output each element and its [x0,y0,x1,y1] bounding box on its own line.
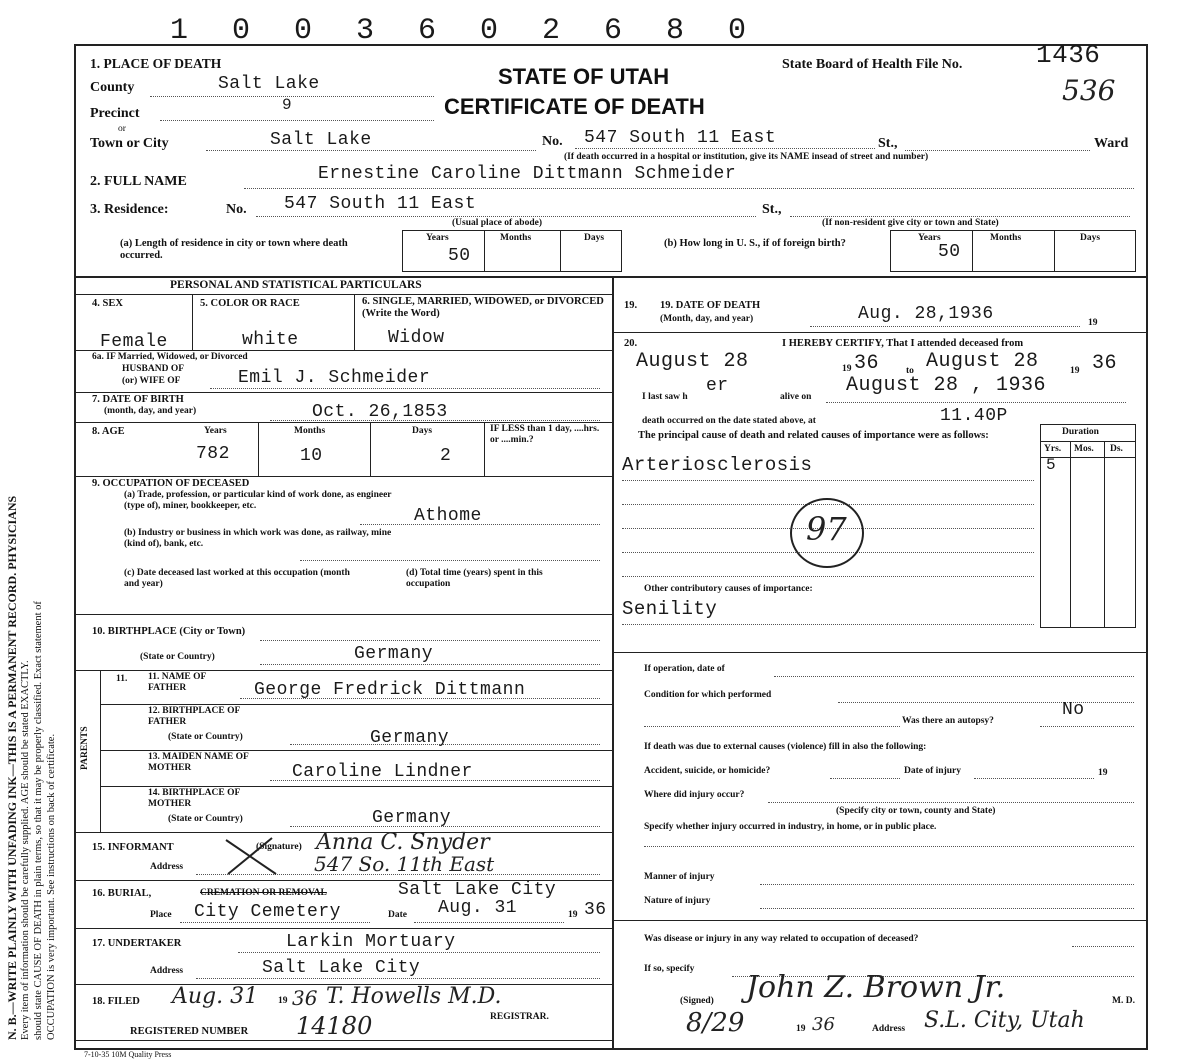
dur-yrs-label: Yrs. [1044,444,1062,454]
father-name-value: George Fredrick Dittmann [254,680,526,700]
less-than-label: IF LESS than 1 day, ....hrs. or ....min.? [490,424,600,445]
from-year-prefix: 19 [842,364,852,374]
full-name-value: Ernestine Caroline Dittmann Schmeider [318,164,737,184]
undertaker-value: Larkin Mortuary [286,932,456,952]
last-saw-label: I last saw h [642,392,688,402]
spouse-label-1: 6a. IF Married, Widowed, or Divorced [92,352,248,362]
burial-place-value: City Cemetery [194,902,341,922]
attended-to: August 28 [926,350,1039,373]
town-value: Salt Lake [270,130,372,150]
if-so-label: If so, specify [644,964,695,974]
undertaker-address-label: Address [150,966,184,976]
other-causes-label: Other contributory causes of importance: [644,584,813,594]
county-label: County [90,80,135,95]
last-saw-value: er [706,376,729,396]
usual-abode-note: (Usual place of abode) [452,218,542,228]
mother-birthplace-value: Germany [372,808,452,828]
where-sub: (Specify city or town, county and State) [836,806,996,816]
manner-label: Manner of injury [644,872,715,882]
spouse-value: Emil J. Schmeider [238,368,431,388]
mother-name-value: Caroline Lindner [292,762,473,782]
days-label-a: Days [584,233,605,243]
birthplace-label: 10. BIRTHPLACE (City or Town) [92,626,246,637]
color-value: white [242,330,299,350]
accident-label: Accident, suicide, or homicide? [644,766,771,776]
residence-no-label: No. [226,202,247,217]
duration-years-value: 5 [1046,456,1056,474]
color-label: 5. COLOR OR RACE [200,298,300,309]
margin-line-3: should state CAUSE OF DEATH in plain terms, so that it may be properly classified. Exact statement of [33,601,44,1040]
death-date-label: 19. DATE OF DEATH [660,300,761,311]
burial-label: 16. BURIAL, [92,888,152,899]
printer-note: 7-10-35 10M Quality Press [84,1050,172,1059]
street-no-label: No. [542,134,563,149]
town-label: Town or City [90,136,169,151]
non-resident-note: (If non-resident give city or town and State) [822,218,999,228]
father-name-label-no: 11. [116,674,128,684]
age-years-label: Years [204,426,227,436]
to-label: to [906,366,914,376]
informant-address-label: Address [150,862,184,872]
dob-label-1: 7. DATE OF BIRTH [92,394,184,405]
autopsy-value: No [1062,700,1085,720]
length-residence-label: (a) Length of residence in city or town where death occurred. [120,238,348,261]
mother-birthplace-label: 14. BIRTHPLACE OF MOTHER [148,788,240,809]
burial-struck: CREMATION OR REMOVAL [200,888,327,898]
informant-sig-label: (Signature) [256,842,302,852]
autopsy-label: Was there an autopsy? [902,716,994,726]
operation-label: If operation, date of [644,664,725,674]
margin-line-2: Every item of information should be carefully supplied. AGE should be stated EXACTLY. [20,660,31,1040]
precinct-label: Precinct [90,106,140,121]
filed-year: 36 [292,986,318,1010]
file-no-label: State Board of Health File No. [782,57,963,72]
certify-num: 20. [624,338,638,349]
father-name-label: 11. NAME OF FATHER [148,672,206,693]
nature-label: Nature of injury [644,896,711,906]
signed-year-prefix: 19 [796,1024,806,1034]
to-year-prefix: 19 [1070,366,1080,376]
years-value-b: 50 [938,242,961,262]
burial-year: 36 [584,900,607,920]
death-date-value: Aug. 28,1936 [858,304,994,324]
dob-label-2: (month, day, and year) [104,406,197,416]
registrar-label: REGISTRAR. [490,1012,549,1022]
burial-place-label: Place [150,910,172,920]
burial-value: Salt Lake City [398,880,557,900]
age-label: 8. AGE [92,426,125,437]
certificate-title: CERTIFICATE OF DEATH [444,94,705,119]
age-months-value: 10 [300,446,323,466]
filed-label: 18. FILED [92,996,140,1007]
margin-instructions [6,80,58,1040]
duration-label: Duration [1062,427,1099,437]
occupation-a-label: (a) Trade, profession, or particular kind of work done, as engineer (type of), miner, bookkeeper, etc. [124,490,392,511]
margin-line-4: OCCUPATION is very important. See instructions on back of certificate. [46,733,57,1040]
cause-heading: The principal cause of death and related causes of importance were as follows: [638,430,989,441]
birthplace-value: Germany [354,644,434,664]
st-label: St., [878,136,898,151]
burial-date-label: Date [388,910,407,920]
signed-year: 36 [812,1014,835,1035]
spouse-label-3: (or) WIFE OF [122,376,181,386]
signed-date: 8/29 [686,1008,745,1038]
age-years-value: 782 [196,444,230,464]
sex-label: 4. SEX [92,298,123,309]
spouse-label-2: HUSBAND OF [122,364,185,374]
filed-value: Aug. 31 [172,984,259,1009]
certify-label: I HEREBY CERTIFY, That I attended deceased from [782,338,1024,349]
condition-label: Condition for which performed [644,690,772,700]
dob-value: Oct. 26,1853 [312,402,448,422]
external-causes-label: If death was due to external causes (violence) fill in also the following: [644,742,927,752]
alive-on-value: August 28 , 1936 [846,374,1047,397]
informant-signature: Anna C. Snyder [316,830,490,855]
age-months-label: Months [294,426,326,436]
injury-date-label: Date of injury [904,766,961,776]
occupation-b-label: (b) Industry or business in which work was done, as railway, mine (kind of), bank, etc. [124,528,392,549]
residence-st-label: St., [762,202,782,217]
ward-label: Ward [1094,136,1129,151]
mother-birthplace-sub: (State or Country) [168,814,243,824]
alive-on-label: alive on [780,392,812,402]
registrar-signature: T. Howells M.D. [326,984,502,1009]
residence-value: 547 South 11 East [284,194,477,214]
registered-number: 14180 [296,1012,373,1040]
years-label-a: Years [426,233,449,243]
marital-label: 6. SINGLE, MARRIED, WIDOWED, or DIVORCED (Write the Word) [362,296,604,319]
undertaker-address: Salt Lake City [262,958,421,978]
margin-line-1: N. B.—WRITE PLAINLY WITH UNFADING INK—THIS IS A PERMANENT RECORD. PHYSICIANS [5,495,19,1040]
years-label-b: Years [918,233,941,243]
personal-heading: PERSONAL AND STATISTICAL PARTICULARS [170,279,422,291]
hospital-note: (If death occurred in a hospital or institution, give its NAME insead of street and number) [564,152,929,162]
occupation-d-label: (d) Total time (years) spent in this occupation [406,568,543,589]
signed-label: (Signed) [680,996,714,1006]
attended-from: August 28 [636,350,749,373]
or-label: or [118,124,126,134]
cause-value: Arteriosclerosis [622,454,813,476]
marital-value: Widow [388,328,445,348]
burial-year-prefix: 19 [568,910,578,920]
occurred-label: death occurred on the date stated above, at [642,416,816,426]
occupation-label: 9. OCCUPATION OF DECEASED [92,478,250,489]
death-year-prefix: 19 [1088,318,1098,328]
sex-value: Female [100,332,168,352]
duration-box [1040,424,1136,628]
filed-year-prefix: 19 [278,996,288,1006]
attended-from-year: 36 [854,352,880,375]
md-label: M. D. [1112,996,1135,1006]
residence-label: 3. Residence: [90,202,169,217]
place-of-death-label: 1. PLACE OF DEATH [90,56,222,71]
other-causes-value: Senility [622,598,718,620]
informant-label: 15. INFORMANT [92,842,174,853]
death-date-sub: (Month, day, and year) [660,314,754,324]
injury-year-prefix: 19 [1098,768,1108,778]
months-label-a: Months [500,233,532,243]
occupation-related-label: Was disease or injury in any way related to occupation of deceased? [644,934,919,944]
full-name-label: 2. FULL NAME [90,174,187,189]
father-birthplace-label: 12. BIRTHPLACE OF FATHER [148,706,240,727]
where-label: Where did injury occur? [644,790,745,800]
us-residence-label: (b) How long in U. S., if of foreign birth? [664,238,846,249]
birthplace-state-label: (State or Country) [140,652,215,662]
father-birthplace-sub: (State or Country) [168,732,243,742]
cause-code: 97 [806,510,847,548]
physician-address: S.L. City, Utah [924,1008,1085,1033]
place-address-value: 547 South 11 East [584,128,777,148]
specify-label: Specify whether injury occurred in industry, in home, or in public place. [644,822,937,832]
file-no-hand: 536 [1062,74,1116,107]
dur-ds-label: Ds. [1110,444,1123,454]
death-date-num: 19. [624,300,638,311]
age-days-label: Days [412,426,433,436]
months-label-b: Months [990,233,1022,243]
father-birthplace-value: Germany [370,728,450,748]
death-time: 11.40P [940,406,1008,426]
state-title: STATE OF UTAH [498,64,670,89]
days-label-b: Days [1080,233,1101,243]
years-value-a: 50 [448,246,471,266]
serial-number: 1 0 0 3 6 0 2 6 8 0 [170,14,760,48]
precinct-value: 9 [282,96,292,114]
occupation-value: Athome [414,506,482,526]
occupation-c-label: (c) Date deceased last worked at this occupation (month and year) [124,568,350,589]
mother-name-label: 13. MAIDEN NAME OF MOTHER [148,752,249,773]
burial-date-value: Aug. 31 [438,898,518,918]
county-value: Salt Lake [218,74,320,94]
parents-side-label: PARENTS [80,726,90,770]
age-days-value: 2 [440,446,452,466]
informant-x-mark [222,834,282,878]
dur-mos-label: Mos. [1074,444,1094,454]
physician-signature: John Z. Brown Jr. [746,970,1006,1005]
registered-number-label: REGISTERED NUMBER [130,1026,249,1037]
physician-address-label: Address [872,1024,906,1034]
informant-address: 547 So. 11th East [314,852,495,876]
undertaker-label: 17. UNDERTAKER [92,938,182,949]
attended-to-year: 36 [1092,352,1118,375]
file-no: 1436 [1036,40,1101,70]
